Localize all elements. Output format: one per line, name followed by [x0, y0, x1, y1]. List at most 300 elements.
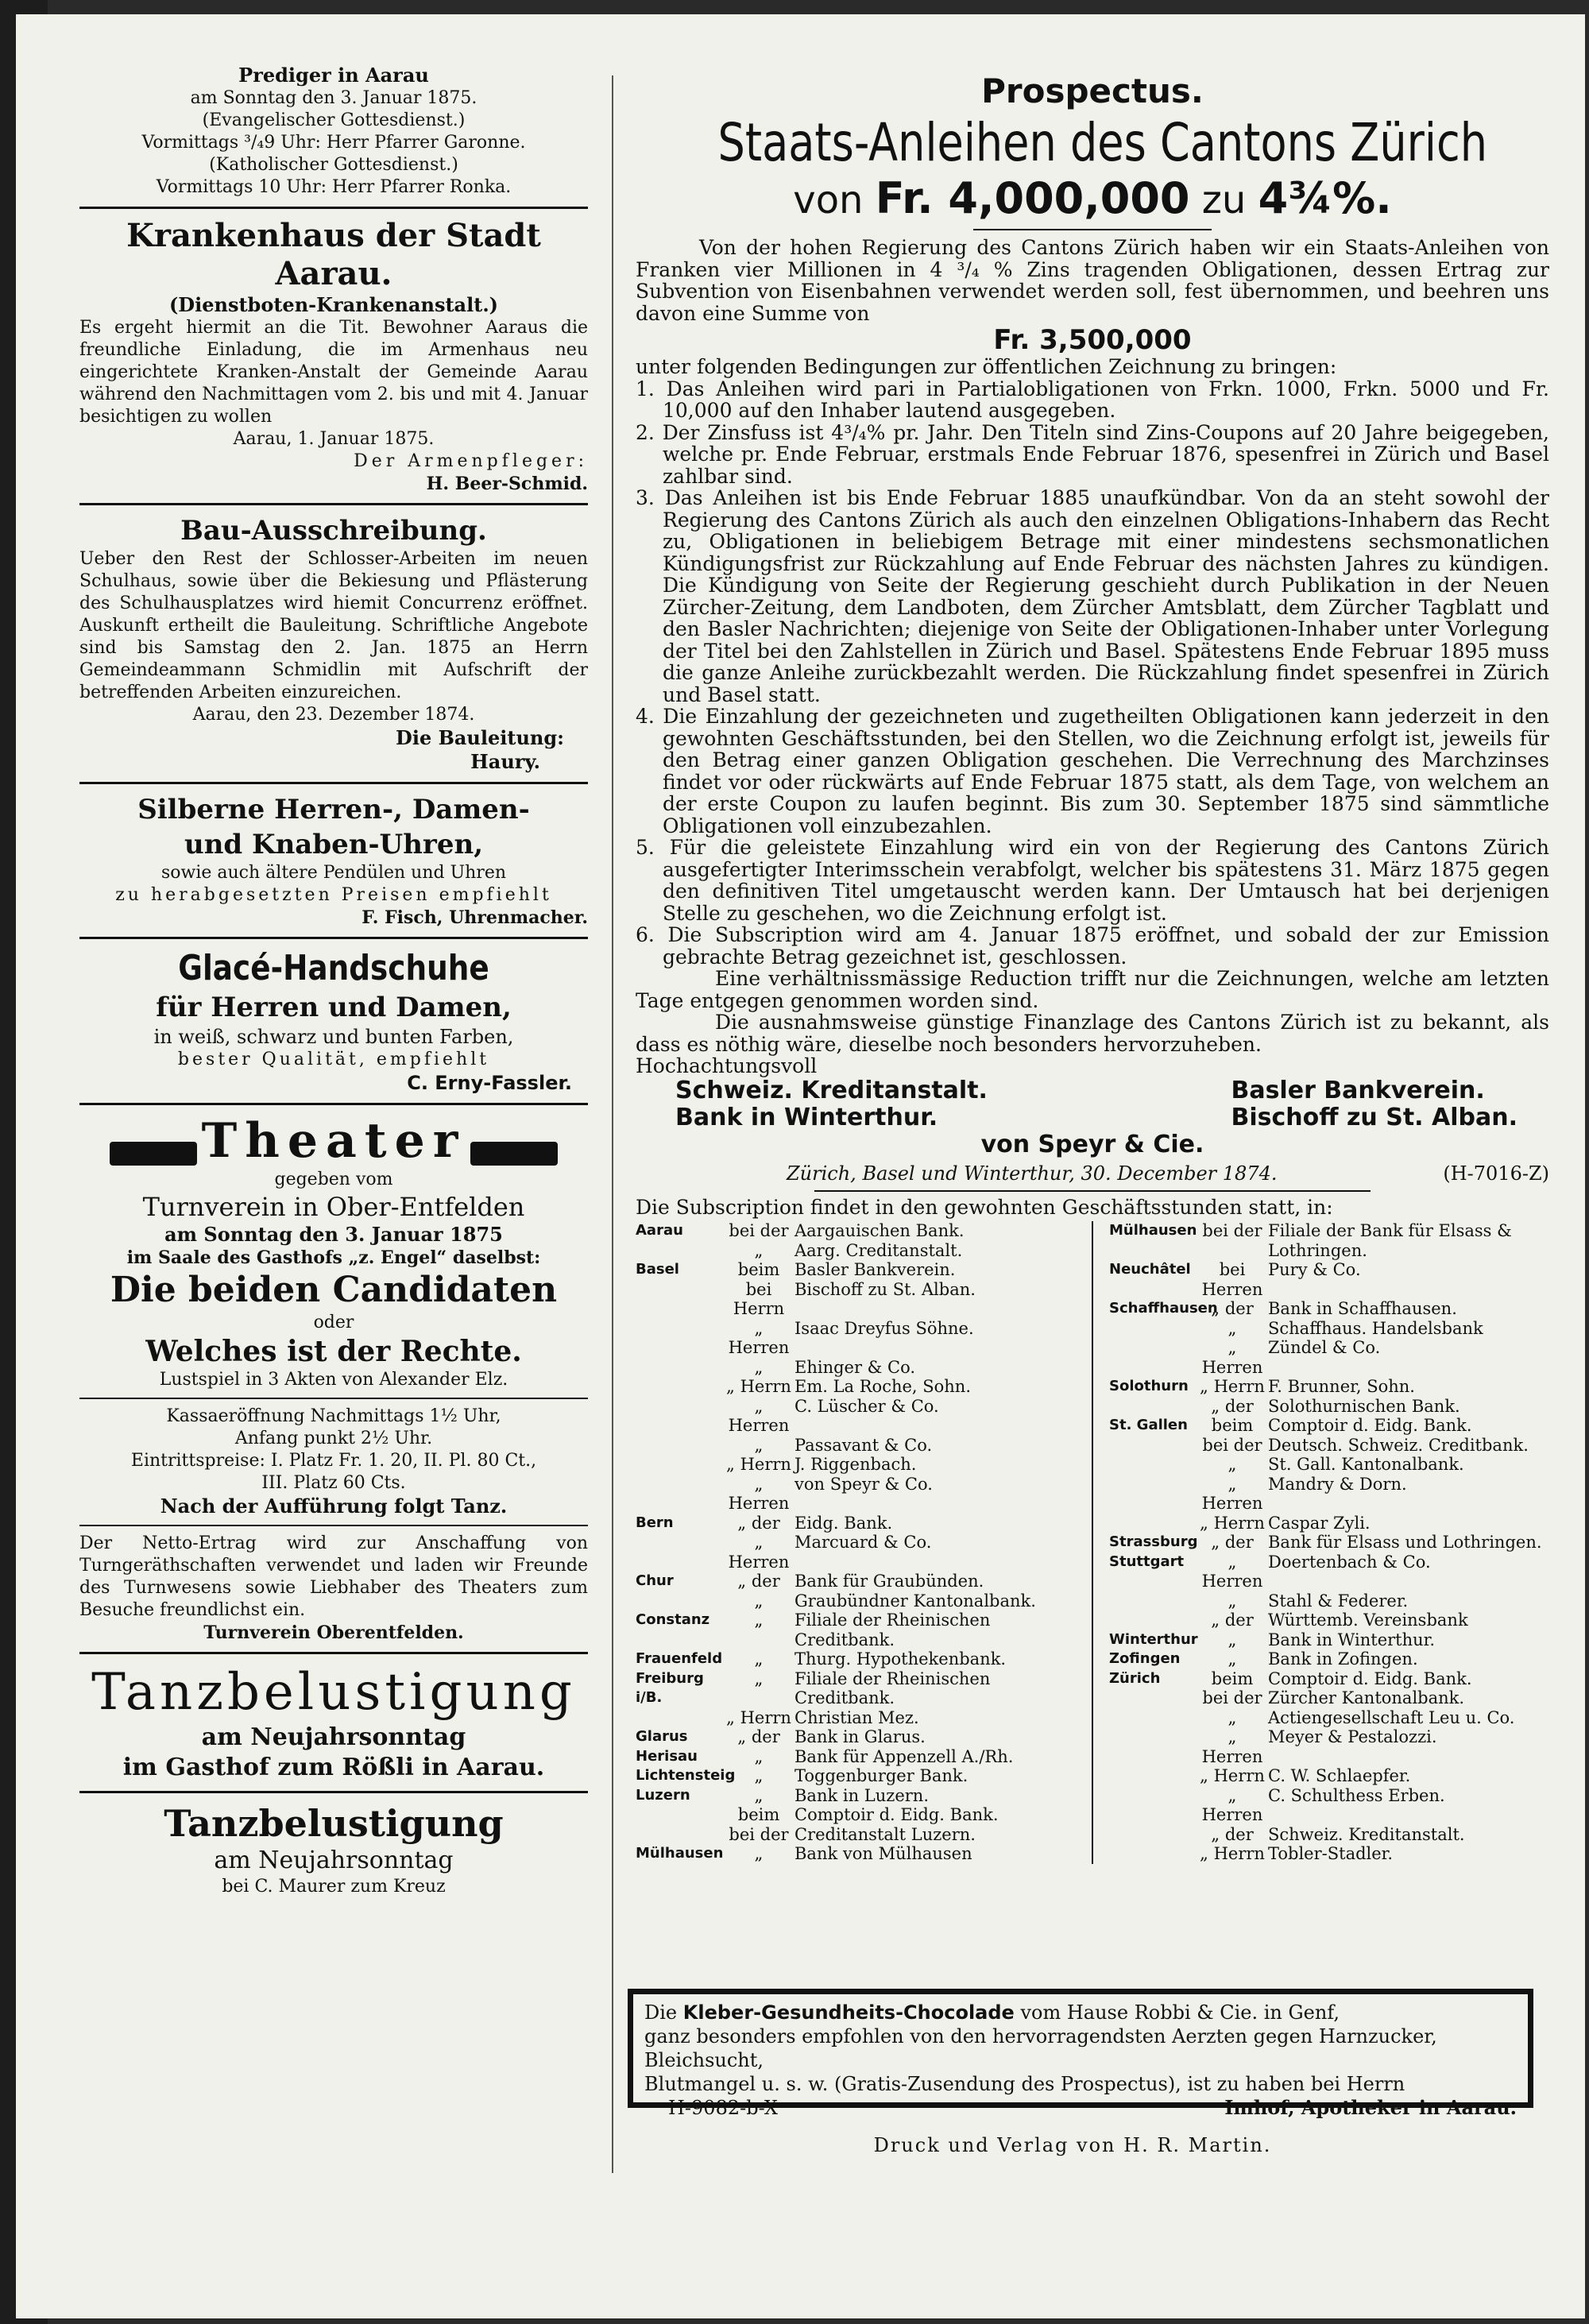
chocolade-seller: Imhof, Apotheker in Aarau. — [1224, 2096, 1517, 2119]
prep: bei der — [729, 1824, 789, 1844]
uhren-line1: sowie auch ältere Pendülen und Uhren — [160, 863, 507, 883]
prep: „ — [1228, 1455, 1237, 1474]
theater-author: Lustspiel in 3 Akten von Alexander Elz. — [159, 1370, 508, 1390]
city — [1109, 1475, 1197, 1514]
divider — [79, 207, 588, 209]
table-row — [1109, 1416, 1549, 1436]
bau-signer-label: Die Bauleitung: — [396, 726, 564, 749]
krankenhaus-subtitle: (Dienstboten-Krankenanstalt.) — [168, 293, 499, 316]
prep: „ Herren — [1201, 1552, 1263, 1591]
bank-signature: Schweiz. Kreditanstalt. — [675, 1076, 988, 1104]
theater-times2: Anfang punkt 2½ Uhr. — [234, 1429, 433, 1448]
table-row — [1109, 1688, 1549, 1708]
city — [636, 1475, 723, 1514]
bank: Bank in Luzern. — [794, 1785, 929, 1805]
table-row — [1109, 1397, 1549, 1417]
table-row — [636, 1766, 1076, 1786]
table-row — [636, 1805, 1076, 1825]
city — [636, 1455, 723, 1475]
pointing-hand-icon — [110, 1142, 197, 1166]
tanz2-title: Tanzbelustigung — [164, 1802, 504, 1845]
bank: Basler Bankverein. — [794, 1260, 956, 1279]
city: Mülhausen — [636, 1845, 724, 1862]
glace-line2: bester Qualität, empfiehlt — [177, 1050, 490, 1069]
tanz2-line1: am Neujahrsonntag — [214, 1846, 454, 1874]
prep: „ — [754, 1746, 764, 1766]
city — [1109, 1338, 1197, 1377]
bank: Bank in Winterthur. — [1268, 1630, 1436, 1649]
table-row — [1109, 1436, 1549, 1456]
prep: „ — [754, 1766, 764, 1785]
bank-signature: Bischoff zu St. Alban. — [1231, 1103, 1517, 1131]
prediger-title: Prediger in Aarau — [238, 64, 429, 87]
bank: F. Brunner, Sohn. — [1268, 1377, 1415, 1396]
bank: Filiale der Rheinischen Creditbank. — [794, 1669, 991, 1707]
divider — [79, 1525, 588, 1526]
subscr-right — [1109, 1221, 1549, 1864]
prep: „ der — [737, 1572, 780, 1591]
chocolade-post: vom Hause Robbi & Cie. in Genf, — [1020, 2001, 1340, 2024]
uhren-signer: F. Fisch, Uhrenmacher. — [361, 907, 588, 928]
prep: „ Herrn — [1200, 1513, 1265, 1533]
bank: Mandry & Dorn. — [1268, 1474, 1407, 1494]
chocolade-line4 — [644, 2096, 1517, 2120]
table-row — [1109, 1319, 1549, 1339]
bank: Bank in Glarus. — [794, 1727, 926, 1746]
rate-value: 4¾%. — [1258, 173, 1392, 223]
table-row — [1109, 1533, 1549, 1553]
theater-prices2: III. Platz 60 Cts. — [261, 1473, 406, 1493]
table-divider — [1092, 1221, 1093, 1864]
table-row — [1109, 1649, 1549, 1669]
bank: Creditanstalt Luzern. — [794, 1824, 976, 1844]
table-row — [1109, 1611, 1549, 1630]
pointing-hand-icon — [470, 1142, 558, 1166]
city — [636, 1397, 723, 1436]
theater-place: im Saale des Gasthofs „z. Engel“ daselbst: — [126, 1247, 541, 1268]
prospectus-finance: Die ausnahmsweise günstige Finanzlage des Cantons Zürich ist zu bekannt, als dass es nöthig wäre, dieselbe noch besonders hervorzuheben. — [636, 1011, 1549, 1056]
condition-item: 4. Die Einzahlung der gezeichneten und zugetheilten Obligationen kann jederzeit in den gewohnten Geschäftsstunden, bei den Stellen, wo die Zeichnung erfolgt ist, jeweils für den Betrag einer ganzen Obligation geschehen. Die Verrechnung des Marchzinses findet vor oder rückwärts auf Ende Februar 1875 statt, als dem Tage, von welchem an der erste Coupon zu laufen beginnt. Bis zum 30. September 1875 sind sämmtliche Obligationen voll einzubezahlen. — [636, 705, 1549, 837]
chocolade-line1 — [644, 2001, 1517, 2024]
table-row — [636, 1591, 1076, 1611]
prep: beim — [1211, 1669, 1254, 1688]
city: Frauenfeld — [636, 1650, 723, 1667]
bank: Pury & Co. — [1268, 1260, 1361, 1279]
city: St. Gallen — [1109, 1417, 1188, 1433]
city — [1109, 1786, 1197, 1825]
bank: Schweiz. Kreditanstalt. — [1268, 1824, 1465, 1844]
city — [1109, 1688, 1197, 1708]
divider — [79, 503, 588, 505]
tanz2-line2: bei C. Maurer zum Kreuz — [222, 1877, 446, 1897]
city: Neuchâtel — [1109, 1261, 1191, 1278]
prospectus-place-line — [636, 1158, 1549, 1185]
ad-prediger — [79, 64, 588, 199]
city — [1109, 1727, 1197, 1766]
bank: Württemb. Vereinsbank — [1268, 1611, 1468, 1630]
prep: „ Herren — [728, 1396, 790, 1435]
city: Schaffhausen — [1109, 1300, 1218, 1317]
city: Lichtensteig — [636, 1767, 736, 1784]
prep: „ der — [1211, 1396, 1254, 1416]
bank: Stahl & Federer. — [1268, 1591, 1409, 1611]
bank: Toggenburger Bank. — [794, 1766, 968, 1785]
krankenhaus-signer-label: Der Armenpfleger: — [354, 451, 588, 471]
theater-date: am Sonntag den 3. Januar 1875 — [164, 1223, 503, 1246]
bank: Thurg. Hypothekenbank. — [794, 1649, 1007, 1669]
divider — [79, 782, 588, 784]
prep: „ — [1228, 1630, 1237, 1649]
krankenhaus-signer: H. Beer-Schmid. — [426, 474, 588, 494]
uhren-line2: zu herabgesetzten Preisen empfiehlt — [115, 885, 552, 905]
bank: C. W. Schlaepfer. — [1268, 1766, 1411, 1785]
table-row — [1109, 1553, 1549, 1591]
table-row — [636, 1747, 1076, 1767]
prep: „ Herrn — [726, 1455, 791, 1474]
bank: Deutsch. Schweiz. Creditbank. — [1268, 1435, 1529, 1455]
krankenhaus-title: Krankenhaus der Stadt Aarau. — [126, 217, 541, 292]
prep: bei der — [729, 1221, 789, 1240]
table-row — [636, 1649, 1076, 1669]
city — [1109, 1514, 1197, 1533]
table-row — [1109, 1786, 1549, 1825]
table-row — [636, 1397, 1076, 1436]
prep: „ der — [1211, 1611, 1254, 1630]
prediger-ev-line: Vormittags ³/₄9 Uhr: Herr Pfarrer Garonne. — [141, 133, 526, 153]
divider — [79, 1103, 588, 1105]
city: Zofingen — [1109, 1650, 1181, 1667]
bank: Actiengesellschaft Leu u. Co. — [1268, 1707, 1515, 1727]
tanz1-title: Tanzbelustigung — [91, 1663, 576, 1722]
city — [636, 1436, 723, 1456]
theater-oder: oder — [313, 1313, 354, 1332]
prospectus-place-date: Zürich, Basel und Winterthur, 30. December 1874. — [787, 1162, 1278, 1185]
prep: „ Herren — [1201, 1474, 1263, 1513]
bank: Tobler-Stadler. — [1268, 1844, 1394, 1863]
city — [1109, 1436, 1197, 1456]
table-row — [636, 1319, 1076, 1358]
bank: Bank von Mülhausen — [794, 1844, 972, 1863]
city — [636, 1533, 723, 1572]
krankenhaus-date: Aarau, 1. Januar 1875. — [233, 429, 435, 449]
bank: Christian Mez. — [794, 1707, 919, 1727]
bank: Bank in Zofingen. — [1268, 1649, 1418, 1669]
table-row — [1109, 1260, 1549, 1299]
table-row — [1109, 1377, 1549, 1397]
bank: Passavant & Co. — [794, 1435, 933, 1455]
city — [1109, 1844, 1197, 1864]
prep: „ Herrn — [1200, 1766, 1265, 1785]
divider — [79, 1791, 588, 1793]
prospectus-regards: Hochachtungsvoll — [636, 1054, 818, 1077]
bank: Schaffhaus. Handelsbank — [1268, 1318, 1483, 1338]
table-row — [636, 1280, 1076, 1319]
prep: beim — [737, 1805, 780, 1824]
prep: „ — [754, 1785, 764, 1805]
bank: Aarg. Creditanstalt. — [794, 1240, 963, 1260]
table-row — [636, 1572, 1076, 1591]
table-row — [1109, 1299, 1549, 1319]
tanz1-line2: im Gasthof zum Rößli in Aarau. — [122, 1754, 545, 1781]
prep: „ — [754, 1669, 764, 1688]
table-row — [1109, 1708, 1549, 1728]
prep: bei der — [1202, 1221, 1262, 1240]
prep: „ — [1228, 1318, 1237, 1338]
city — [1109, 1319, 1197, 1339]
krankenhaus-body: Es ergeht hiermit an die Tit. Bewohner Aaraus die freundliche Einladung, die im Armenhaus neu eingerichtete Kranken-Anstalt der Gemeinde Aarau während den Nachmittagen vom 2. bis und mit 4. Januar besichtigen zu wollen — [79, 318, 588, 427]
table-row — [1109, 1455, 1549, 1475]
city: Constanz — [636, 1611, 710, 1628]
table-row — [1109, 1825, 1549, 1845]
theater-heading — [79, 1113, 588, 1169]
prospectus-intro: Von der hohen Regierung des Cantons Zürich haben wir ein Staats-Anleihen von Franken vier Millionen in 4 ³/₄ % Zins tragenden Obligationen, dessen Ertrag zur Subvention von Eisenbahnen verwendet werden soll, fest übernommen, und beehren uns davon eine Summe von — [636, 236, 1549, 325]
ad-tanz2 — [79, 1801, 588, 1898]
prep: bei der — [1202, 1435, 1262, 1455]
city — [1109, 1611, 1197, 1630]
table-row — [636, 1377, 1076, 1397]
table-row — [636, 1825, 1076, 1845]
glace-subtitle: für Herren und Damen, — [156, 992, 512, 1023]
theater-play2: Welches ist der Rechte. — [145, 1335, 522, 1368]
city — [636, 1319, 723, 1358]
prep: „ Herrn — [726, 1377, 791, 1396]
prep: „ Herrn — [1200, 1844, 1265, 1863]
bank: Bank für Graubünden. — [794, 1572, 984, 1591]
bau-signer: Haury. — [470, 750, 540, 773]
city: Strassburg — [1109, 1533, 1198, 1550]
prospectus-conditions: unter folgenden Bedingungen zur öffentlichen Zeichnung zu bringen: — [636, 355, 1337, 378]
city: Zürich — [1109, 1669, 1161, 1687]
prep: „ — [754, 1357, 764, 1377]
ad-tanz1 — [79, 1662, 588, 1783]
city: Herisau — [636, 1747, 698, 1765]
right-column — [636, 72, 1549, 1864]
prospectus-sum: Fr. 3,500,000 — [993, 324, 1192, 356]
bank: Bank für Appenzell A./Rh. — [794, 1746, 1014, 1766]
city: Glarus — [636, 1728, 688, 1745]
chocolade-line2: ganz besonders empfohlen von den hervorragendsten Aerzten gegen Harnzucker, Bleichsucht, — [644, 2025, 1437, 2071]
prep: „ Herren — [1201, 1727, 1263, 1766]
bank: Meyer & Pestalozzi. — [1268, 1727, 1437, 1746]
bank: Doertenbach & Co. — [1268, 1552, 1431, 1572]
table-row — [636, 1786, 1076, 1806]
prep: „ — [754, 1435, 764, 1455]
glace-line1: in weiß, schwarz und bunten Farben, — [153, 1026, 514, 1048]
subscr-left — [636, 1221, 1076, 1864]
table-row — [1109, 1630, 1549, 1650]
prep: „ — [754, 1591, 764, 1611]
table-row — [636, 1708, 1076, 1728]
table-row — [1109, 1591, 1549, 1611]
prep: „ der — [737, 1727, 780, 1746]
bau-body: Ueber den Rest der Schlosser-Arbeiten im neuen Schulhaus, sowie über die Bekiesung und Pflästerung des Schulhausplatzes wird hiemit Concurrenz eröffnet. Auskunft ertheilt die Bauleitung. Schriftliche Angebote sind bis Samstag den 2. Jan. 1875 an Herrn Gemeindeammann Schmidlin mit Aufschrift der betreffenden Arbeiten einzureichen. — [79, 549, 588, 702]
prep: beim — [1211, 1416, 1254, 1435]
bank: Solothurnischen Bank. — [1268, 1396, 1460, 1416]
divider — [79, 1652, 588, 1654]
bank: von Speyr & Co. — [794, 1474, 933, 1494]
bank: C. Schulthess Erben. — [1268, 1785, 1445, 1805]
city: Luzern — [636, 1786, 690, 1804]
city — [1109, 1397, 1197, 1417]
city: Bern — [636, 1514, 674, 1531]
table-row — [636, 1221, 1076, 1241]
condition-item: 5. Für die geleistete Einzahlung wird ein von der Regierung des Cantons Zürich ausgefertigter Interimsschein verabfolgt, welcher bis spätestens 31. März 1875 gegen den definitiven Titel umgetauscht werden kann. Der Umtausch hat bei derjenigen Stelle zu geschehen, wo die Zeichnung erfolgt ist. — [636, 836, 1549, 925]
prep: „ — [1228, 1591, 1237, 1611]
table-row — [1109, 1514, 1549, 1533]
ad-theater — [79, 1113, 588, 1644]
city — [636, 1708, 723, 1728]
bau-date: Aarau, den 23. Dezember 1874. — [192, 705, 475, 725]
prep: bei Herrn — [733, 1279, 785, 1318]
bank: Bischoff zu St. Alban. — [794, 1279, 976, 1299]
imprint: Druck und Verlag von H. R. Martin. — [873, 2134, 1272, 2156]
table-row — [636, 1514, 1076, 1533]
prep: „ — [754, 1611, 764, 1630]
subscription-table — [636, 1221, 1549, 1864]
chocolade-line3: Blutmangel u. s. w. (Gratis-Zusendung des Prospectus), ist zu haben bei Herrn — [644, 2073, 1405, 2095]
theater-verein: Turnverein in Ober-Entfelden — [142, 1192, 525, 1222]
prediger-ev-label: (Evangelischer Gottesdienst.) — [202, 110, 466, 130]
bank: Em. La Roche, Sohn. — [794, 1377, 972, 1396]
prep: „ — [1228, 1707, 1237, 1727]
table-row — [1109, 1727, 1549, 1766]
bank: Bank für Elsass und Lothringen. — [1268, 1533, 1542, 1552]
prep: „ Herren — [1201, 1338, 1263, 1377]
theater-title: Theater — [201, 1113, 466, 1169]
uhren-title2: und Knaben-Uhren, — [184, 829, 484, 860]
table-row — [1109, 1766, 1549, 1786]
bank: Caspar Zyli. — [1268, 1513, 1371, 1533]
city: Aarau — [636, 1222, 683, 1239]
prep: „ der — [1211, 1824, 1254, 1844]
divider — [973, 229, 1212, 230]
table-row — [636, 1436, 1076, 1456]
ad-krankenhaus — [79, 217, 588, 495]
city — [636, 1591, 723, 1611]
table-row — [1109, 1221, 1549, 1260]
bank: Ehinger & Co. — [794, 1357, 916, 1377]
bank: J. Riggenbach. — [794, 1455, 917, 1474]
table-row — [636, 1455, 1076, 1475]
theater-times1: Kassaeröffnung Nachmittags 1½ Uhr, — [166, 1406, 501, 1426]
table-row — [636, 1260, 1076, 1280]
bank: Comptoir d. Eidg. Bank. — [1268, 1416, 1472, 1435]
city: Mülhausen — [1109, 1222, 1197, 1239]
prep: „ Herrn — [1200, 1377, 1265, 1396]
table-row — [636, 1844, 1076, 1864]
city — [1109, 1825, 1197, 1845]
city — [636, 1241, 723, 1261]
city — [636, 1358, 723, 1378]
bank: Zündel & Co. — [1268, 1338, 1381, 1357]
prospectus-heading: Prospectus. — [981, 72, 1204, 110]
city — [636, 1825, 723, 1845]
condition-item: 1. Das Anleihen wird pari in Partialobligationen von Frkn. 1000, Frkn. 5000 und Fr. 10,000 auf den Inhaber lautend ausgegeben. — [636, 377, 1549, 422]
prep: „ Herrn — [726, 1707, 791, 1727]
prep: bei Herren — [1201, 1260, 1263, 1299]
ad-uhren — [79, 792, 588, 929]
bank: Bank in Schaffhausen. — [1268, 1299, 1457, 1318]
bank-signature: Basler Bankverein. — [1231, 1076, 1485, 1104]
ad-bau — [79, 513, 588, 774]
bank: Marcuard & Co. — [794, 1533, 932, 1552]
bank: Graubündner Kantonalbank. — [794, 1591, 1036, 1611]
prep: „ Herren — [728, 1318, 790, 1357]
prep: „ Herren — [1201, 1785, 1263, 1824]
prep: bei der — [1202, 1688, 1262, 1707]
prep: „ — [754, 1240, 764, 1260]
bank: Comptoir d. Eidg. Bank. — [1268, 1669, 1472, 1688]
chocolade-pre: Die — [644, 2001, 678, 2024]
bank: C. Lüscher & Co. — [794, 1396, 939, 1416]
bank: Aargauischen Bank. — [794, 1221, 965, 1240]
bank: Isaac Dreyfus Söhne. — [794, 1318, 974, 1338]
theater-note: Der Netto-Ertrag wird zur Anschaffung von Turngeräthschaften verwendet und laden wir Freunde des Turnwesens sowie Liebhaber des Theaters zum Besuche freundlichst ein. — [79, 1533, 588, 1620]
bank: Eidg. Bank. — [794, 1513, 893, 1533]
condition-item: 6. Die Subscription wird am 4. Januar 1875 eröffnet, und sobald der zur Emission gebrachte Betrag gezeichnet ist, geschlossen. — [636, 923, 1549, 969]
city: Basel — [636, 1261, 679, 1278]
table-row — [1109, 1475, 1549, 1514]
table-row — [636, 1475, 1076, 1514]
divider — [814, 1190, 1371, 1192]
table-row — [636, 1241, 1076, 1261]
city: Chur — [636, 1572, 674, 1589]
uhren-title1: Silberne Herren-, Damen- — [137, 794, 530, 826]
theater-prices1: Eintrittspreise: I. Platz Fr. 1. 20, II. Pl. 80 Ct., — [130, 1451, 537, 1471]
prediger-kath-line: Vormittags 10 Uhr: Herr Pfarrer Ronka. — [156, 177, 512, 197]
bank: Filiale der Bank für Elsass & Lothringen. — [1268, 1221, 1512, 1260]
divider — [79, 1398, 588, 1399]
von-label: von — [793, 178, 864, 222]
condition-item: 2. Der Zinsfuss ist 4³/₄% pr. Jahr. Den Titeln sind Zins-Coupons auf 20 Jahre beigegeben, welche pr. Ende Februar, erstmals Ende Februar 1876, spesenfrei in Zürich und Basel zahlbar sind. — [636, 420, 1549, 488]
city: Stuttgart — [1109, 1553, 1185, 1570]
bank-signature: von Speyr & Cie. — [980, 1130, 1204, 1158]
city — [636, 1377, 723, 1397]
prediger-date: am Sonntag den 3. Januar 1875. — [190, 88, 477, 108]
city — [636, 1805, 723, 1825]
subscr-intro: Die Subscription findet in den gewohnten Geschäftsstunden statt, in: — [636, 1195, 1333, 1219]
prep: „ Herren — [728, 1474, 790, 1513]
table-row — [636, 1669, 1076, 1708]
prospectus-title: Staats-Anleihen des Cantons Zürich — [717, 112, 1488, 173]
city — [1109, 1591, 1197, 1611]
theater-given-by: gegeben vom — [274, 1170, 393, 1189]
theater-play: Die beiden Candidaten — [110, 1270, 558, 1310]
prep: beim — [737, 1260, 780, 1279]
city — [636, 1280, 723, 1319]
city — [1109, 1455, 1197, 1475]
city — [1109, 1708, 1197, 1728]
left-column — [79, 64, 588, 1898]
ad-chocolade — [628, 1989, 1533, 2119]
bank-signatures — [636, 1077, 1549, 1131]
table-row — [1109, 1844, 1549, 1864]
condition-item: 3. Das Anleihen ist bis Ende Februar 1885 unaufkündbar. Von da an steht sowohl der Regierung des Cantons Zürich als auch den einzelnen Obligations-Inhabern das Recht zu, Obligationen in beliebigem Betrage mit einer mindestens sechsmonatlichen Kündigungsfrist zur Rückzahlung auf Ende Februar des nächsten Jahres zu kündigen. Die Kündigung von Seite der Regierung geschieht durch Publikation in der Neuen Zürcher-Zeitung, dem Landboten, dem Zürcher Amtsblatt, dem Zürcher Tagblatt und den Basler Nachrichten; diejenige von Seite der Obligationen-Inhaber unter Vorlegung der Titel bei den Zahlstellen in Zürich und Basel. Spätestens Ende Februar 1895 muss die ganze Anleihe zurückbezahlt werden. Die Rückzahlung findet spesenfrei in Zürich und Basel statt. — [636, 486, 1549, 706]
bank: Filiale der Rheinischen Creditbank. — [794, 1611, 991, 1649]
city — [1109, 1766, 1197, 1786]
prep: „ — [754, 1844, 764, 1863]
prep: „ der — [1211, 1533, 1254, 1552]
city: Freiburg i/B. — [636, 1669, 704, 1706]
bank: Zürcher Kantonalbank. — [1268, 1688, 1465, 1707]
bau-title: Bau-Ausschreibung. — [180, 515, 487, 547]
bank: St. Gall. Kantonalbank. — [1268, 1455, 1464, 1474]
chocolade-ref: H-9082-b-X — [668, 2097, 778, 2119]
divider — [79, 937, 588, 939]
prep: „ der — [1211, 1299, 1254, 1318]
prospectus-reduction: Eine verhältnissmässige Reduction trifft nur die Zeichnungen, welche am letzten Tage entgegen genommen worden sind. — [636, 967, 1549, 1012]
city: Winterthur — [1109, 1630, 1198, 1648]
